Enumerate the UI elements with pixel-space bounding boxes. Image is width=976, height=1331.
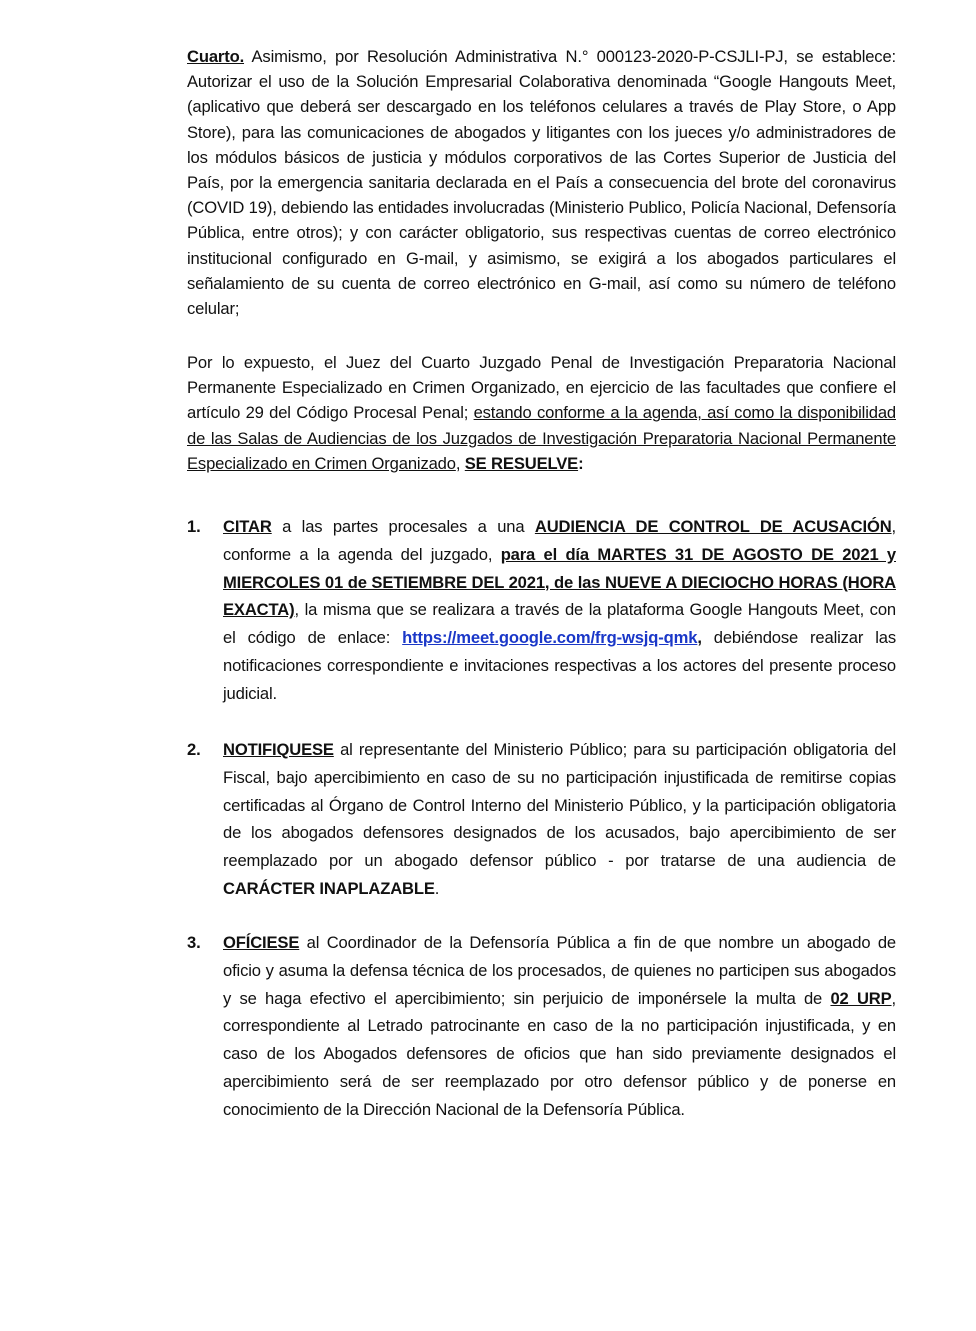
hearing-type: AUDIENCIA DE CONTROL DE ACUSACIÓN bbox=[534, 517, 892, 536]
item-number: 1. bbox=[187, 517, 201, 536]
item-text: debiéndose realizar las notificaciones correspondiente e invitaciones respectivas a los actores del presente proceso judicial. bbox=[223, 628, 896, 703]
item-number: 2. bbox=[187, 740, 201, 759]
item-text: . bbox=[434, 878, 440, 898]
item-verb: OFÍCIESE bbox=[223, 933, 300, 952]
hearing-date: para el día MARTES 31 DE AGOSTO DE 2021 y MIERCOLES 01 de SETIEMBRE DEL 2021, de las NUEVE A DIECIOCHO HORAS (HORA EXACTA) bbox=[223, 544, 896, 620]
item-text: a las partes procesales a una bbox=[271, 517, 535, 536]
fine-amount: 02 URP bbox=[830, 988, 892, 1008]
paragraph-cuarto bbox=[187, 44, 896, 321]
resolution-item-2 bbox=[187, 736, 896, 903]
link-separator: , bbox=[697, 628, 702, 648]
paragraph-text: Asimismo, por Resolución Administrativa N.° 000123-2020-P-CSJLI-PJ, se establece: Autorizar el uso de la Solución Empresarial Colaborativa denominada “Google Hangouts Meet, (aplicativo que deberá ser descargado en los teléfonos celulares a través de Play Store, o App Store), para las comunicaciones de abogados y litigantes con los jueces y/o administradores de los módulos básicos de justicia y módulos corporativos de las Cortes Superior de Justicia del País, por la emergencia sanitaria declarada en el País a consecuencia del brote del coronavirus (COVID 19), debiendo las entidades involucradas (Ministerio Publico, Policía Nacional, Defensoría Pública, entre otros); y con carácter obligatorio, sus respectivas cuentas de correo electrónico institucional configurado en G-mail, y asimismo, se exigirá a los abogados particulares el señalamiento de su cuenta de correo electrónico en G-mail, así como su número de teléfono celular; bbox=[187, 47, 896, 319]
paragraph-heading: Cuarto. bbox=[187, 47, 245, 66]
emphasis-text: CARÁCTER INAPLAZABLE bbox=[223, 878, 435, 898]
item-text: , conforme a la agenda del juzgado, bbox=[223, 517, 897, 564]
item-number: 3. bbox=[187, 933, 201, 952]
paragraph-por-lo-expuesto bbox=[187, 350, 896, 476]
separator-text: , bbox=[455, 453, 465, 473]
item-body bbox=[223, 736, 896, 903]
item-text: , la misma que se realizara a través de la plataforma Google Hangouts Meet, con el código de enlace: bbox=[223, 600, 896, 648]
resolution-item-1 bbox=[187, 513, 896, 708]
underlined-clause: estando conforme a la agenda, así como la disponibilidad de las Salas de Audiencias de los Juzgados de Investigación Preparatoria Nacional Permanente Especializado en Crimen Organizado bbox=[187, 403, 896, 473]
item-text: al representante del Ministerio Público; para su participación obligatoria del Fiscal, bajo apercibimiento en caso de su no participación injustificada de remitirse copias certificadas al Órgano de Control Interno del Ministerio Público, y la participación obligatoria de los abogados defensores designados de los acusados, bajo apercibimiento de ser reemplazado por un abogado defensor público - por tratarse de una audiencia de bbox=[223, 740, 896, 871]
item-body bbox=[223, 929, 896, 1124]
colon-text: : bbox=[578, 453, 584, 473]
item-text: , correspondiente al Letrado patrocinante en caso de la no participación injustificada, y en caso de los Abogados defensores de oficios que han sido previamente designados el apercibimiento será de ser reemplazado por otro defensor público y de ponerse en conocimiento de la Dirección Nacional de la Defensoría Pública. bbox=[223, 988, 897, 1119]
item-body bbox=[223, 513, 896, 708]
item-text: al Coordinador de la Defensoría Pública a fin de que nombre un abogado de oficio y asuma la defensa técnica de los procesados, de quienes no participen sus abogados y se haga efectivo el apercibimiento; sin perjuicio de imponérsele la multa de bbox=[223, 933, 896, 1008]
resolution-item-3 bbox=[187, 929, 896, 1124]
se-resuelve-label: SE RESUELVE bbox=[464, 453, 579, 473]
meet-link[interactable]: https://meet.google.com/frg-wsjq-qmk bbox=[402, 628, 698, 648]
paragraph-text: Por lo expuesto, el Juez del Cuarto Juzgado Penal de Investigación Preparatoria Nacional Permanente Especializado en Crimen Organizado, en ejercicio de las facultades que confiere el artículo 29 del Código Procesal Penal; bbox=[187, 353, 896, 423]
item-verb: NOTIFIQUESE bbox=[223, 740, 334, 759]
item-verb: CITAR bbox=[223, 517, 272, 536]
